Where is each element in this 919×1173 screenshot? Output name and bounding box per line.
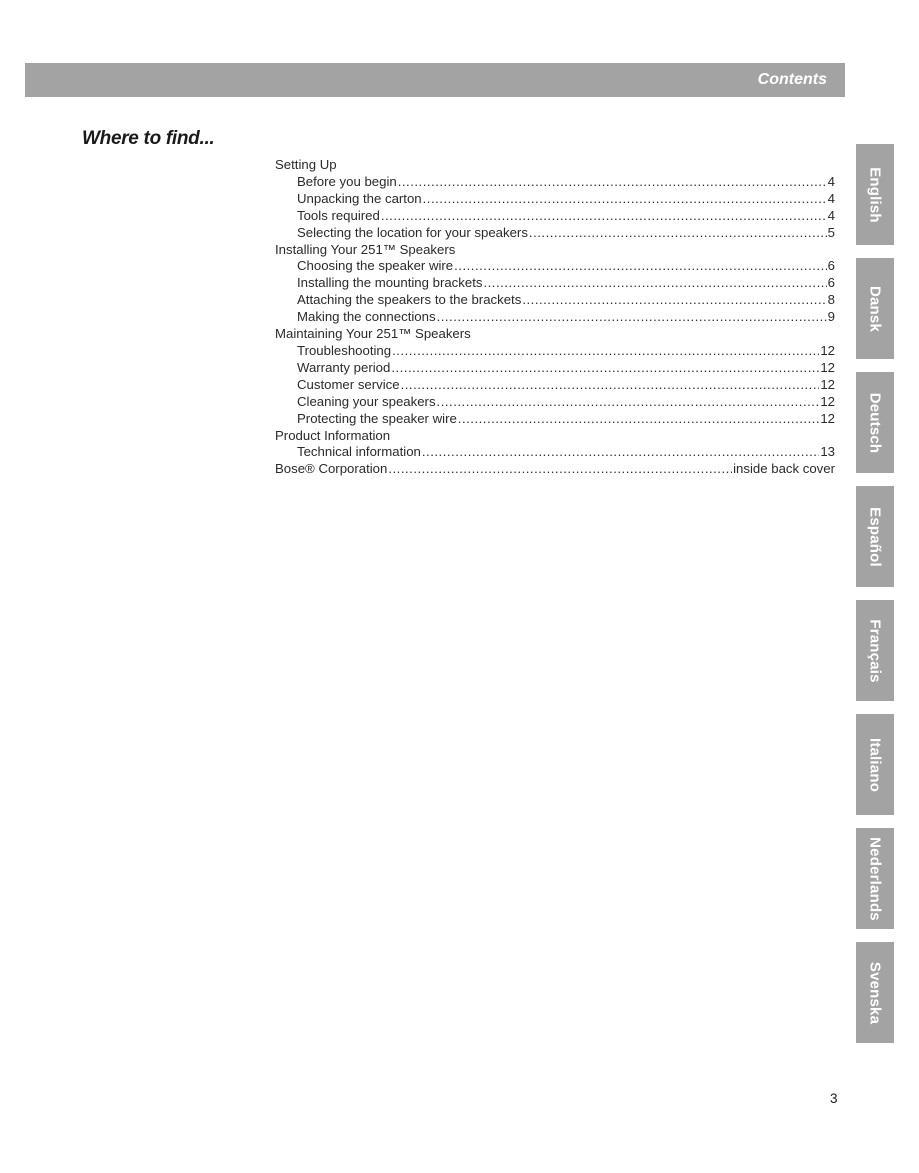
toc-leader-dots: [388, 461, 732, 478]
language-tab-francais[interactable]: [856, 600, 894, 701]
toc-entry: [275, 292, 835, 309]
language-tab-english[interactable]: [856, 144, 894, 245]
toc-leader-dots: [529, 225, 827, 242]
toc-entry: [275, 191, 835, 208]
toc-leader-dots: [391, 360, 819, 377]
toc-label: Maintaining Your 251™ Speakers: [275, 326, 471, 342]
toc-leader-dots: [392, 343, 819, 360]
toc-leader-dots: [458, 411, 820, 428]
toc-leader-dots: [398, 174, 827, 191]
toc-section: [275, 428, 835, 445]
language-tab-label: Español: [866, 506, 884, 567]
header-bar: [25, 63, 845, 97]
language-tab-label: Dansk: [866, 285, 884, 332]
toc-label: Installing the mounting brackets: [297, 275, 483, 291]
toc-page: inside back cover: [733, 461, 835, 477]
language-tab-label: English: [866, 166, 884, 223]
section-heading: Where to find...: [82, 128, 215, 149]
language-tab-label: Deutsch: [866, 392, 884, 453]
toc-page: 4: [827, 190, 835, 206]
toc-leader-dots: [401, 377, 820, 394]
toc-page: 5: [827, 224, 835, 240]
toc-label: Setting Up: [275, 157, 337, 172]
toc-page: 12: [820, 410, 835, 426]
toc-page: 12: [820, 393, 835, 409]
toc-label: Choosing the speaker wire: [297, 258, 454, 274]
language-tab-deutsch[interactable]: [856, 372, 894, 473]
toc-page: 4: [827, 207, 835, 223]
toc-section: [275, 242, 835, 259]
toc-entry: [275, 411, 835, 428]
toc-label: Making the connections: [297, 309, 436, 325]
toc-page: 13: [820, 444, 835, 460]
toc-label: Product Information: [275, 427, 391, 443]
toc-entry: [275, 360, 835, 377]
language-tab-dansk[interactable]: [856, 258, 894, 359]
toc-leader-dots: [522, 292, 826, 309]
toc-label: Technical information: [297, 444, 421, 460]
toc-entry: [275, 377, 835, 394]
toc-page: 9: [827, 309, 835, 325]
toc-leader-dots: [454, 258, 827, 275]
toc-entry: [275, 258, 835, 275]
toc-section: [275, 326, 835, 343]
toc-page: 6: [827, 275, 835, 291]
toc-label: Bose® Corporation: [275, 461, 388, 477]
language-tab-svenska[interactable]: [856, 942, 894, 1043]
table-of-contents: [275, 157, 835, 478]
page-number: 3: [830, 1091, 838, 1106]
toc-label: Before you begin: [297, 173, 397, 189]
toc-label: Protecting the speaker wire: [297, 410, 457, 426]
toc-entry: [275, 309, 835, 326]
toc-leader-dots: [422, 444, 819, 461]
language-tab-italiano[interactable]: [856, 714, 894, 815]
toc-label: Customer service: [297, 376, 400, 392]
toc-label: Selecting the location for your speakers: [297, 224, 528, 240]
toc-entry: [275, 394, 835, 411]
toc-label: Tools required: [297, 207, 380, 223]
toc-leader-dots: [483, 275, 826, 292]
toc-page: 12: [820, 342, 835, 358]
toc-label: Attaching the speakers to the brackets: [297, 292, 522, 308]
toc-leader-dots: [381, 208, 827, 225]
toc-entry: [275, 208, 835, 225]
toc-entry: [275, 343, 835, 360]
toc-entry: [275, 225, 835, 242]
toc-label: Cleaning your speakers: [297, 393, 436, 409]
language-tab-espanol[interactable]: [856, 486, 894, 587]
toc-page: 12: [820, 359, 835, 375]
toc-label: Unpacking the carton: [297, 190, 422, 206]
header-title: Contents: [757, 71, 827, 88]
toc-page: 4: [827, 173, 835, 189]
toc-leader-dots: [423, 191, 827, 208]
toc-leader-dots: [437, 394, 820, 411]
toc-page: 6: [827, 258, 835, 274]
language-tab-label: Svenska: [866, 961, 884, 1024]
toc-leader-dots: [437, 309, 827, 326]
toc-entry: [275, 275, 835, 292]
language-tab-label: Nederlands: [866, 836, 884, 921]
toc-entry: [275, 444, 835, 461]
toc-section: [275, 461, 835, 478]
toc-entry: [275, 174, 835, 191]
toc-label: Installing Your 251™ Speakers: [275, 241, 456, 257]
toc-page: 12: [820, 376, 835, 392]
toc-page: 8: [827, 292, 835, 308]
toc-label: Troubleshooting: [297, 342, 392, 358]
toc-section: [275, 157, 835, 174]
toc-label: Warranty period: [297, 359, 391, 375]
language-tab-label: Français: [866, 618, 884, 683]
language-tab-label: Italiano: [866, 737, 884, 792]
language-tab-nederlands[interactable]: [856, 828, 894, 929]
